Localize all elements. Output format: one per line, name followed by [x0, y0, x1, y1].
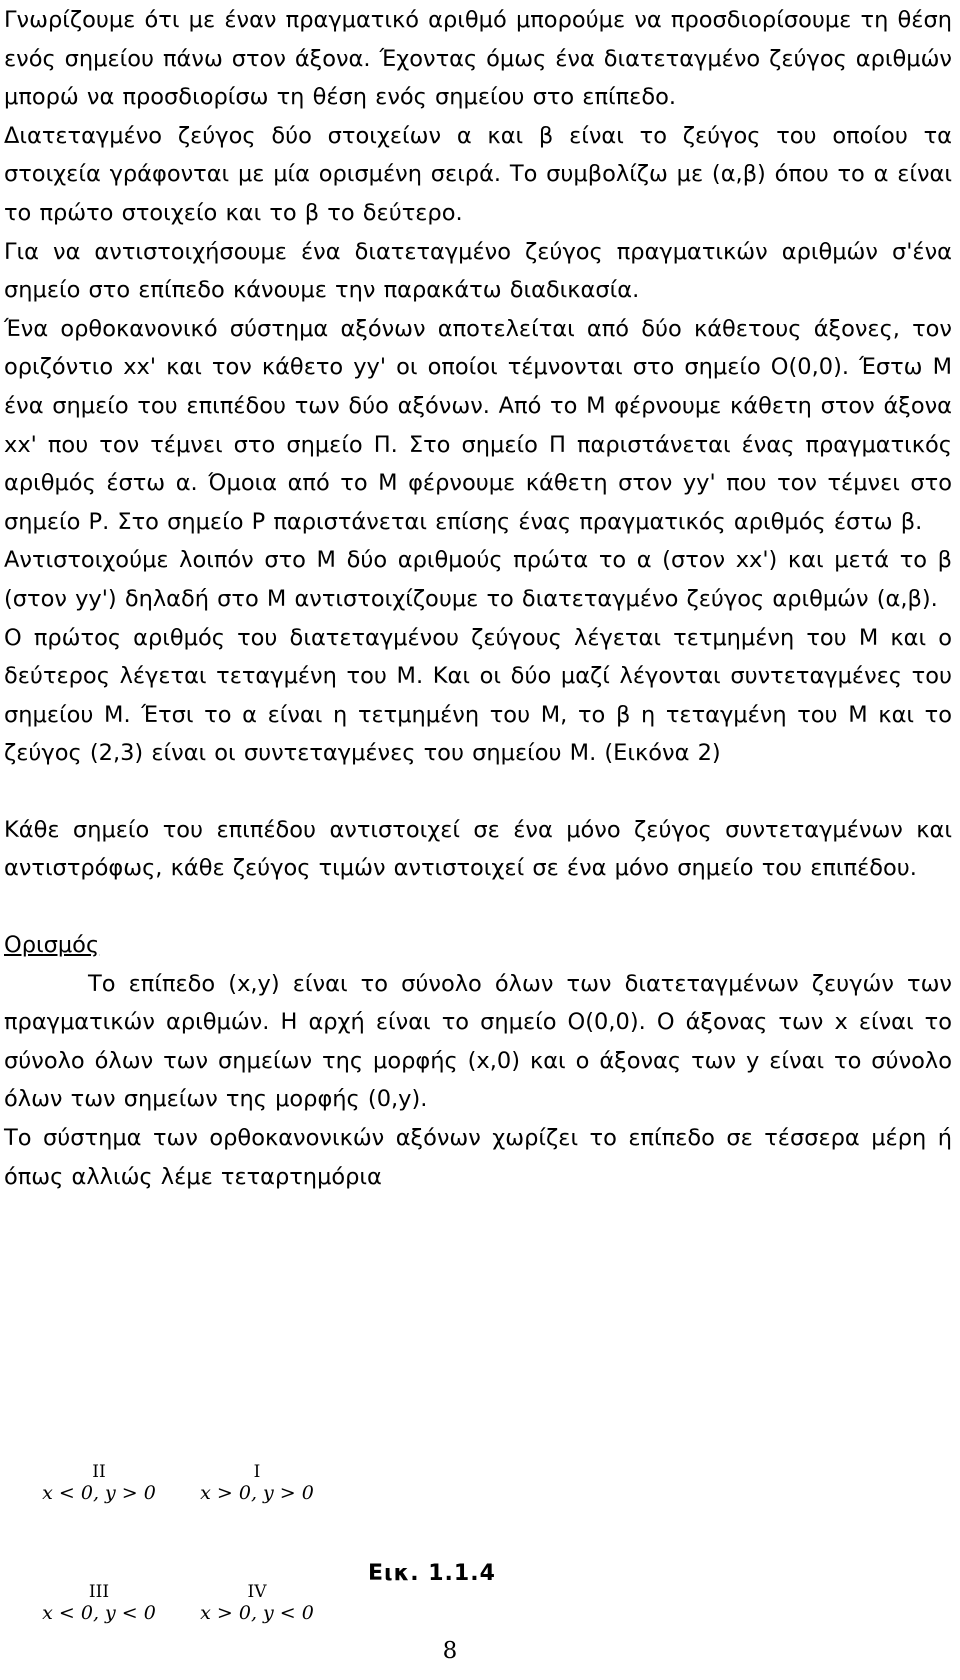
quadrant-iii-label: III: [88, 1582, 110, 1602]
quadrants-figure: [0, 1462, 960, 1624]
definition-text-block: [4, 965, 952, 1119]
paragraph-quadrants: Το σύστημα των ορθοκανονικών αξόνων χωρίζει το επίπεδο σε τέσσερα μέρη ή όπως αλλιώς λέμε τεταρτημόρια: [4, 1125, 952, 1190]
spacer: [4, 773, 952, 811]
quadrant-ii: [34, 1462, 164, 1504]
spacer: [4, 888, 952, 926]
quadrant-iv: [192, 1582, 322, 1624]
page-number: 8: [442, 1638, 458, 1664]
paragraph-assign-numbers: Αντιστοιχούμε λοιπόν στο Μ δύο αριθμούς πρώτα το α (στον xx') και μετά το β (στον yy') δηλαδή στο Μ αντιστοιχίζουμε το διατεταγμένο ζεύγος αριθμών (α,β).: [4, 547, 952, 612]
paragraph-intro: Γνωρίζουμε ότι με έναν πραγματικό αριθμό μπορούμε να προσδιορίσουμε τη θέση ενός σημείου πάνω στον άξονα. Έχοντας όμως ένα διατεταγμένο ζεύγος αριθμών μπορώ να προσδιορίσω τη θέση ενός σημείου στο επίπεδο.: [4, 7, 952, 111]
figure-caption: Εικ. 1.1.4: [368, 1561, 496, 1586]
paragraph-bijection: Κάθε σημείο του επιπέδου αντιστοιχεί σε ένα μόνο ζεύγος συντεταγμένων και αντιστρόφως, κάθε ζεύγος τιμών αντιστοιχεί σε ένα μόνο σημείο του επιπέδου.: [4, 816, 952, 882]
quadrant-i-condition: x > 0, y > 0: [200, 1482, 314, 1504]
document-page: [4, 0, 952, 1196]
quadrant-iv-condition: x > 0, y < 0: [200, 1602, 314, 1624]
quadrant-iv-label: IV: [247, 1582, 267, 1602]
definition-title: Ορισμός: [4, 932, 100, 959]
definition-text: Το επίπεδο (x,y) είναι το σύνολο όλων των διατεταγμένων ζευγών των πραγματικών αριθμών. Η αρχή είναι το σημείο Ο(0,0). Ο άξονας των x είναι το σύνολο όλων των σημείων της μορφής (x,0) και ο άξονας των y είναι το σύνολο όλων των σημείων της μορφής (0,y).: [4, 970, 952, 1113]
quadrant-iii: [34, 1582, 164, 1624]
quadrant-ii-condition: x < 0, y > 0: [42, 1482, 156, 1504]
quadrant-i-label: I: [253, 1462, 261, 1482]
paragraph-coordinates: Ο πρώτος αριθμός του διατεταγμένου ζεύγους λέγεται τετμημένη του Μ και ο δεύτερος λέγεται τεταγμένη του Μ. Και οι δύο μαζί λέγονται συντεταγμένες του σημείου Μ. Έτσι το α είναι η τετμημένη του Μ, το β η τεταγμένη του Μ και το ζεύγος (2,3) είναι οι συντεταγμένες του σημείου Μ. (Εικόνα 2): [4, 624, 952, 767]
quadrant-iii-condition: x < 0, y < 0: [42, 1602, 156, 1624]
paragraph-ordered-pair: Διατεταγμένο ζεύγος δύο στοιχείων α και β είναι το ζεύγος του οποίου τα στοιχεία γράφονται με μία ορισμένη σειρά. Το συμβολίζω με (α,β) όπου το α είναι το πρώτο στοιχείο και το β το δεύτερο.: [4, 122, 952, 226]
paragraph-correspondence: Για να αντιστοιχήσουμε ένα διατεταγμένο ζεύγος πραγματικών αριθμών σ'ένα σημείο στο επίπεδο κάνουμε την παρακάτω διαδικασία.: [4, 238, 952, 304]
quadrant-ii-label: II: [92, 1462, 106, 1482]
paragraph-axes-system: Ένα ορθοκανονικό σύστημα αξόνων αποτελείται από δύο κάθετους άξονες, τον οριζόντιο xx' και τον κάθετο yy' οι οποίοι τέμνονται στο σημείο Ο(0,0). Έστω Μ ένα σημείο του επιπέδου των δύο αξόνων. Από το Μ φέρνουμε κάθετη στον άξονα xx' που τον τέμνει στο σημείο Π. Στο σημείο Π παριστάνεται ένας πραγματικός αριθμός έστω α. Όμοια από το Μ φέρνουμε κάθετη στον yy' που τον τέμνει στο σημείο Ρ. Στο σημείο Ρ παριστάνεται επίσης ένας πραγματικός αριθμός έστω β.: [4, 315, 952, 535]
quadrant-i: [192, 1462, 322, 1504]
